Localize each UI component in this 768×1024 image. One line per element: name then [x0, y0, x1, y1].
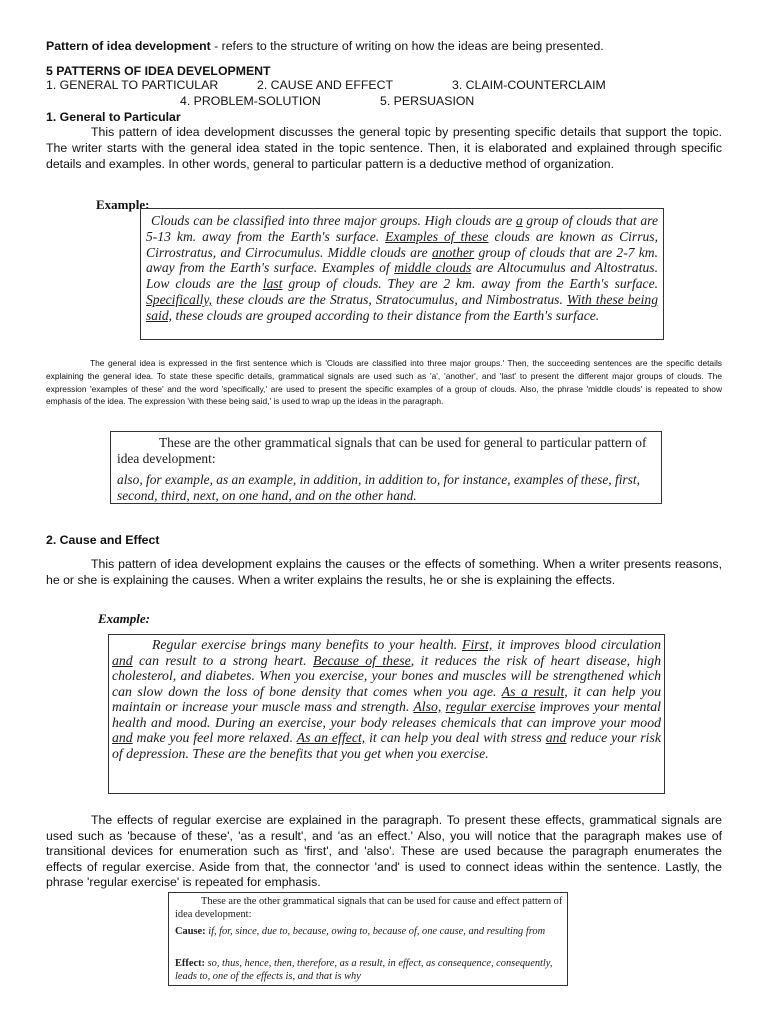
- section2-example-label: Example:: [98, 611, 150, 626]
- intro-definition-text: - refers to the structure of writing on how the ideas are being presented.: [210, 39, 604, 53]
- pattern-item-5: 5. PERSUASION: [380, 94, 475, 108]
- section2-signals-box: [168, 892, 568, 986]
- pattern-item-4: 4. PROBLEM-SOLUTION: [180, 94, 321, 108]
- intro-term: Pattern of idea development: [46, 39, 211, 53]
- section1-signals-intro: These are the other grammatical signals that can be used for general to particular pattern of idea development:: [117, 435, 647, 466]
- section2-example-box: [108, 634, 665, 794]
- section1-example-label: Example:: [96, 197, 150, 212]
- section2-cause-line: Cause: if, for, since, due to, because, owing to, because of, one cause, and resulting from: [175, 926, 546, 937]
- section2-example-text: Regular exercise brings many benefits to your health. First, it improves blood circulation and can result to a strong heart. Because of these, it reduces the risk of heart disease, high cholesterol, and diabetes. When you exercise, your bones and muscles will be strengthened which can slow down the loss of bone density that comes when you age. As a result, it can help you maintain or increase your muscle mass and strength. Also, regular exercise improves your mental health and mood. During an exercise, your body releases chemicals that can improve your mood and make you feel more relaxed. As an effect, it can help you deal with stress and reduce your risk of depression. These are the benefits that you get when you exercise.: [112, 637, 662, 761]
- section1-body: This pattern of idea development discusses the general topic by presenting specific details that support the topic. The writer starts with the general idea stated in the topic sentence. Then, it is elaborated and explained through specific details and examples. In other words, general to particular pattern is a deductive method of organization.: [46, 125, 722, 171]
- pattern-item-2: 2. CAUSE AND EFFECT: [257, 78, 393, 92]
- pattern-item-1: 1. GENERAL TO PARTICULAR: [46, 78, 219, 92]
- section2-signals-intro: These are the other grammatical signals that can be used for cause and effect pattern of idea development:: [175, 896, 563, 920]
- patterns-heading: 5 PATTERNS OF IDEA DEVELOPMENT: [46, 64, 271, 78]
- section1-example-text: Clouds can be classified into three major groups. High clouds are a group of clouds that are 5-13 km. away from the Earth's surface. Examples of these clouds are known as Cirrus, Cirrostratus, and Cirrocumulus. Middle clouds are another group of clouds that are 2-7 km. away from the Earth's surface. Examples of middle clouds are Altocumulus and Altostratus. Low clouds are the last group of clouds. They are 2 km. away from the Earth's surface. Specifically, these clouds are the Stratus, Stratocumulus, and Nimbostratus. With these being said, these clouds are grouped according to their distance from the Earth's surface.: [146, 213, 659, 323]
- section1-signals-list: also, for example, as an example, in addition, in addition to, for instance, examples of these, first, second, third, next, on one hand, and on the other hand.: [117, 472, 640, 503]
- pattern-item-3: 3. CLAIM-COUNTERCLAIM: [452, 78, 606, 92]
- section1-heading: 1. General to Particular: [46, 110, 181, 124]
- section2-body: This pattern of idea development explains the causes or the effects of something. When a writer presents reasons, he or she is explaining the causes. When a writer explains the results, he or she is explaining the effects.: [46, 557, 722, 587]
- section1-example-box: [140, 208, 664, 340]
- intro-definition: [46, 38, 726, 54]
- section2-heading: 2. Cause and Effect: [46, 533, 160, 547]
- section1-explanation: The general idea is expressed in the first sentence which is 'Clouds are classified into three major groups.' Then, the succeeding sentences are the specific details explaining the general idea. To state these specific details, grammatical signals are used such as 'a', 'another', and 'last' to present the different major groups of clouds. The expression 'examples of these' and the word 'specifically,' are used to present the specific examples of a group of clouds. Also, the phrase 'middle clouds' is repeated to show emphasis of the idea. The expression 'with these being said,' is used to wrap up the ideas in the paragraph.: [46, 358, 722, 407]
- section1-signals-box: [110, 431, 662, 504]
- section2-explanation: The effects of regular exercise are explained in the paragraph. To present these effects, grammatical signals are used such as 'because of these', 'as a result', and 'as an effect.' Also, you will notice that the paragraph makes use of transitional devices for enumeration such as 'first', and 'also'. These are used because the paragraph enumerates the effects of regular exercise. Aside from that, the connector 'and' is used to connect ideas within the sentence. Lastly, the phrase 'regular exercise' is repeated for emphasis.: [46, 813, 722, 890]
- section2-effect-line: Effect: so, thus, hence, then, therefore, as a result, in effect, as consequence, consequently, leads to, one of the effects is, and that is why: [175, 958, 553, 982]
